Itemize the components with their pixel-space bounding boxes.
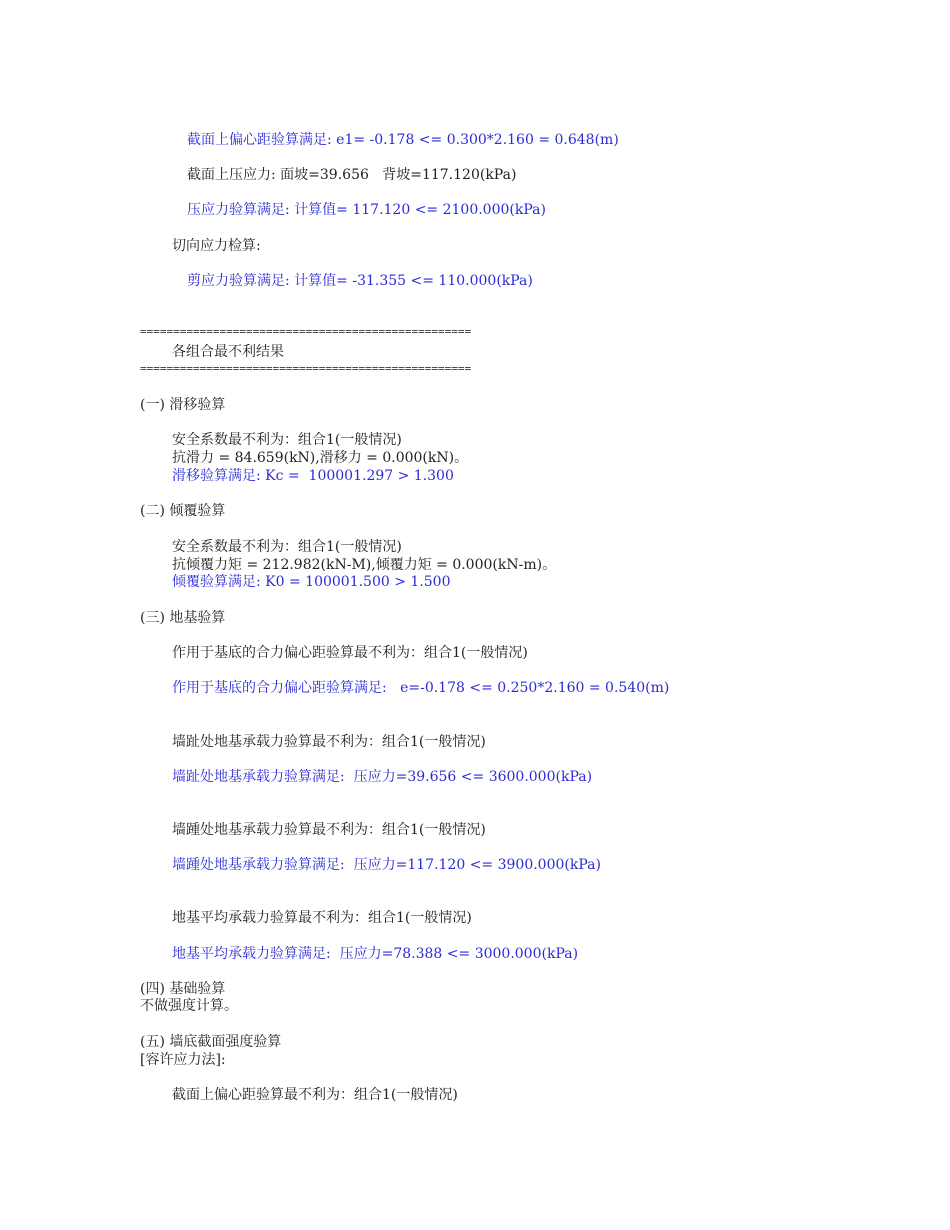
footing-no-strength-calc: 不做强度计算。 — [140, 998, 238, 1014]
sliding-forces: 抗滑力 = 84.659(kN),滑移力 = 0.000(kN)。 — [172, 450, 469, 466]
compressive-stress-check-passed: 压应力验算满足: 计算值= 117.120 <= 2100.000(kPa) — [187, 202, 546, 218]
separator-top: ================================================== — [140, 325, 472, 338]
base-eccentricity-check-passed: 作用于基底的合力偏心距验算满足: e=-0.178 <= 0.250*2.160 = 0.540(m) — [172, 680, 670, 696]
average-bearing-check-passed: 地基平均承载力验算满足: 压应力=78.388 <= 3000.000(kPa) — [172, 946, 579, 962]
overturning-worst-combination: 安全系数最不利为：组合1(一般情况) — [172, 539, 402, 555]
sliding-worst-combination: 安全系数最不利为：组合1(一般情况) — [172, 432, 402, 448]
section-overturning-heading: (二) 倾覆验算 — [140, 503, 226, 519]
section-compressive-stress-values: 截面上压应力: 面坡=39.656 背坡=117.120(kPa) — [187, 167, 517, 183]
toe-bearing-check-passed: 墙趾处地基承载力验算满足: 压应力=39.656 <= 3600.000(kPa) — [172, 769, 593, 785]
overturning-moments: 抗倾覆力矩 = 212.982(kN-M),倾覆力矩 = 0.000(kN-m)。 — [172, 557, 557, 573]
toe-bearing-worst-combination: 墙趾处地基承载力验算最不利为：组合1(一般情况) — [172, 734, 486, 750]
heel-bearing-worst-combination: 墙踵处地基承载力验算最不利为：组合1(一般情况) — [172, 822, 486, 838]
section-foundation-heading: (三) 地基验算 — [140, 610, 226, 626]
shear-stress-check-passed: 剪应力验算满足: 计算值= -31.355 <= 110.000(kPa) — [187, 273, 533, 289]
section-eccentricity-check-passed: 截面上偏心距验算满足: e1= -0.178 <= 0.300*2.160 = 0.648(m) — [187, 132, 619, 148]
separator-bottom: ================================================== — [140, 362, 472, 375]
heel-bearing-check-passed: 墙踵处地基承载力验算满足: 压应力=117.120 <= 3900.000(kPa) — [172, 857, 601, 873]
section-base-strength-heading: (五) 墙底截面强度验算 — [140, 1034, 282, 1050]
allowable-stress-method-label: [容许应力法]: — [140, 1052, 226, 1068]
average-bearing-worst-combination: 地基平均承载力验算最不利为：组合1(一般情况) — [172, 910, 472, 926]
section-footing-heading: (四) 基础验算 — [140, 981, 226, 997]
section-sliding-heading: (一) 滑移验算 — [140, 397, 226, 413]
base-eccentricity-worst-combination: 作用于基底的合力偏心距验算最不利为：组合1(一般情况) — [172, 645, 528, 661]
sliding-check-passed: 滑移验算满足: Kc = 100001.297 > 1.300 — [172, 468, 454, 484]
summary-title: 各组合最不利结果 — [172, 344, 284, 360]
overturning-check-passed: 倾覆验算满足: K0 = 100001.500 > 1.500 — [172, 574, 451, 590]
base-section-eccentricity-worst: 截面上偏心距验算最不利为：组合1(一般情况) — [172, 1087, 458, 1103]
tangential-stress-heading: 切向应力检算: — [172, 238, 261, 254]
